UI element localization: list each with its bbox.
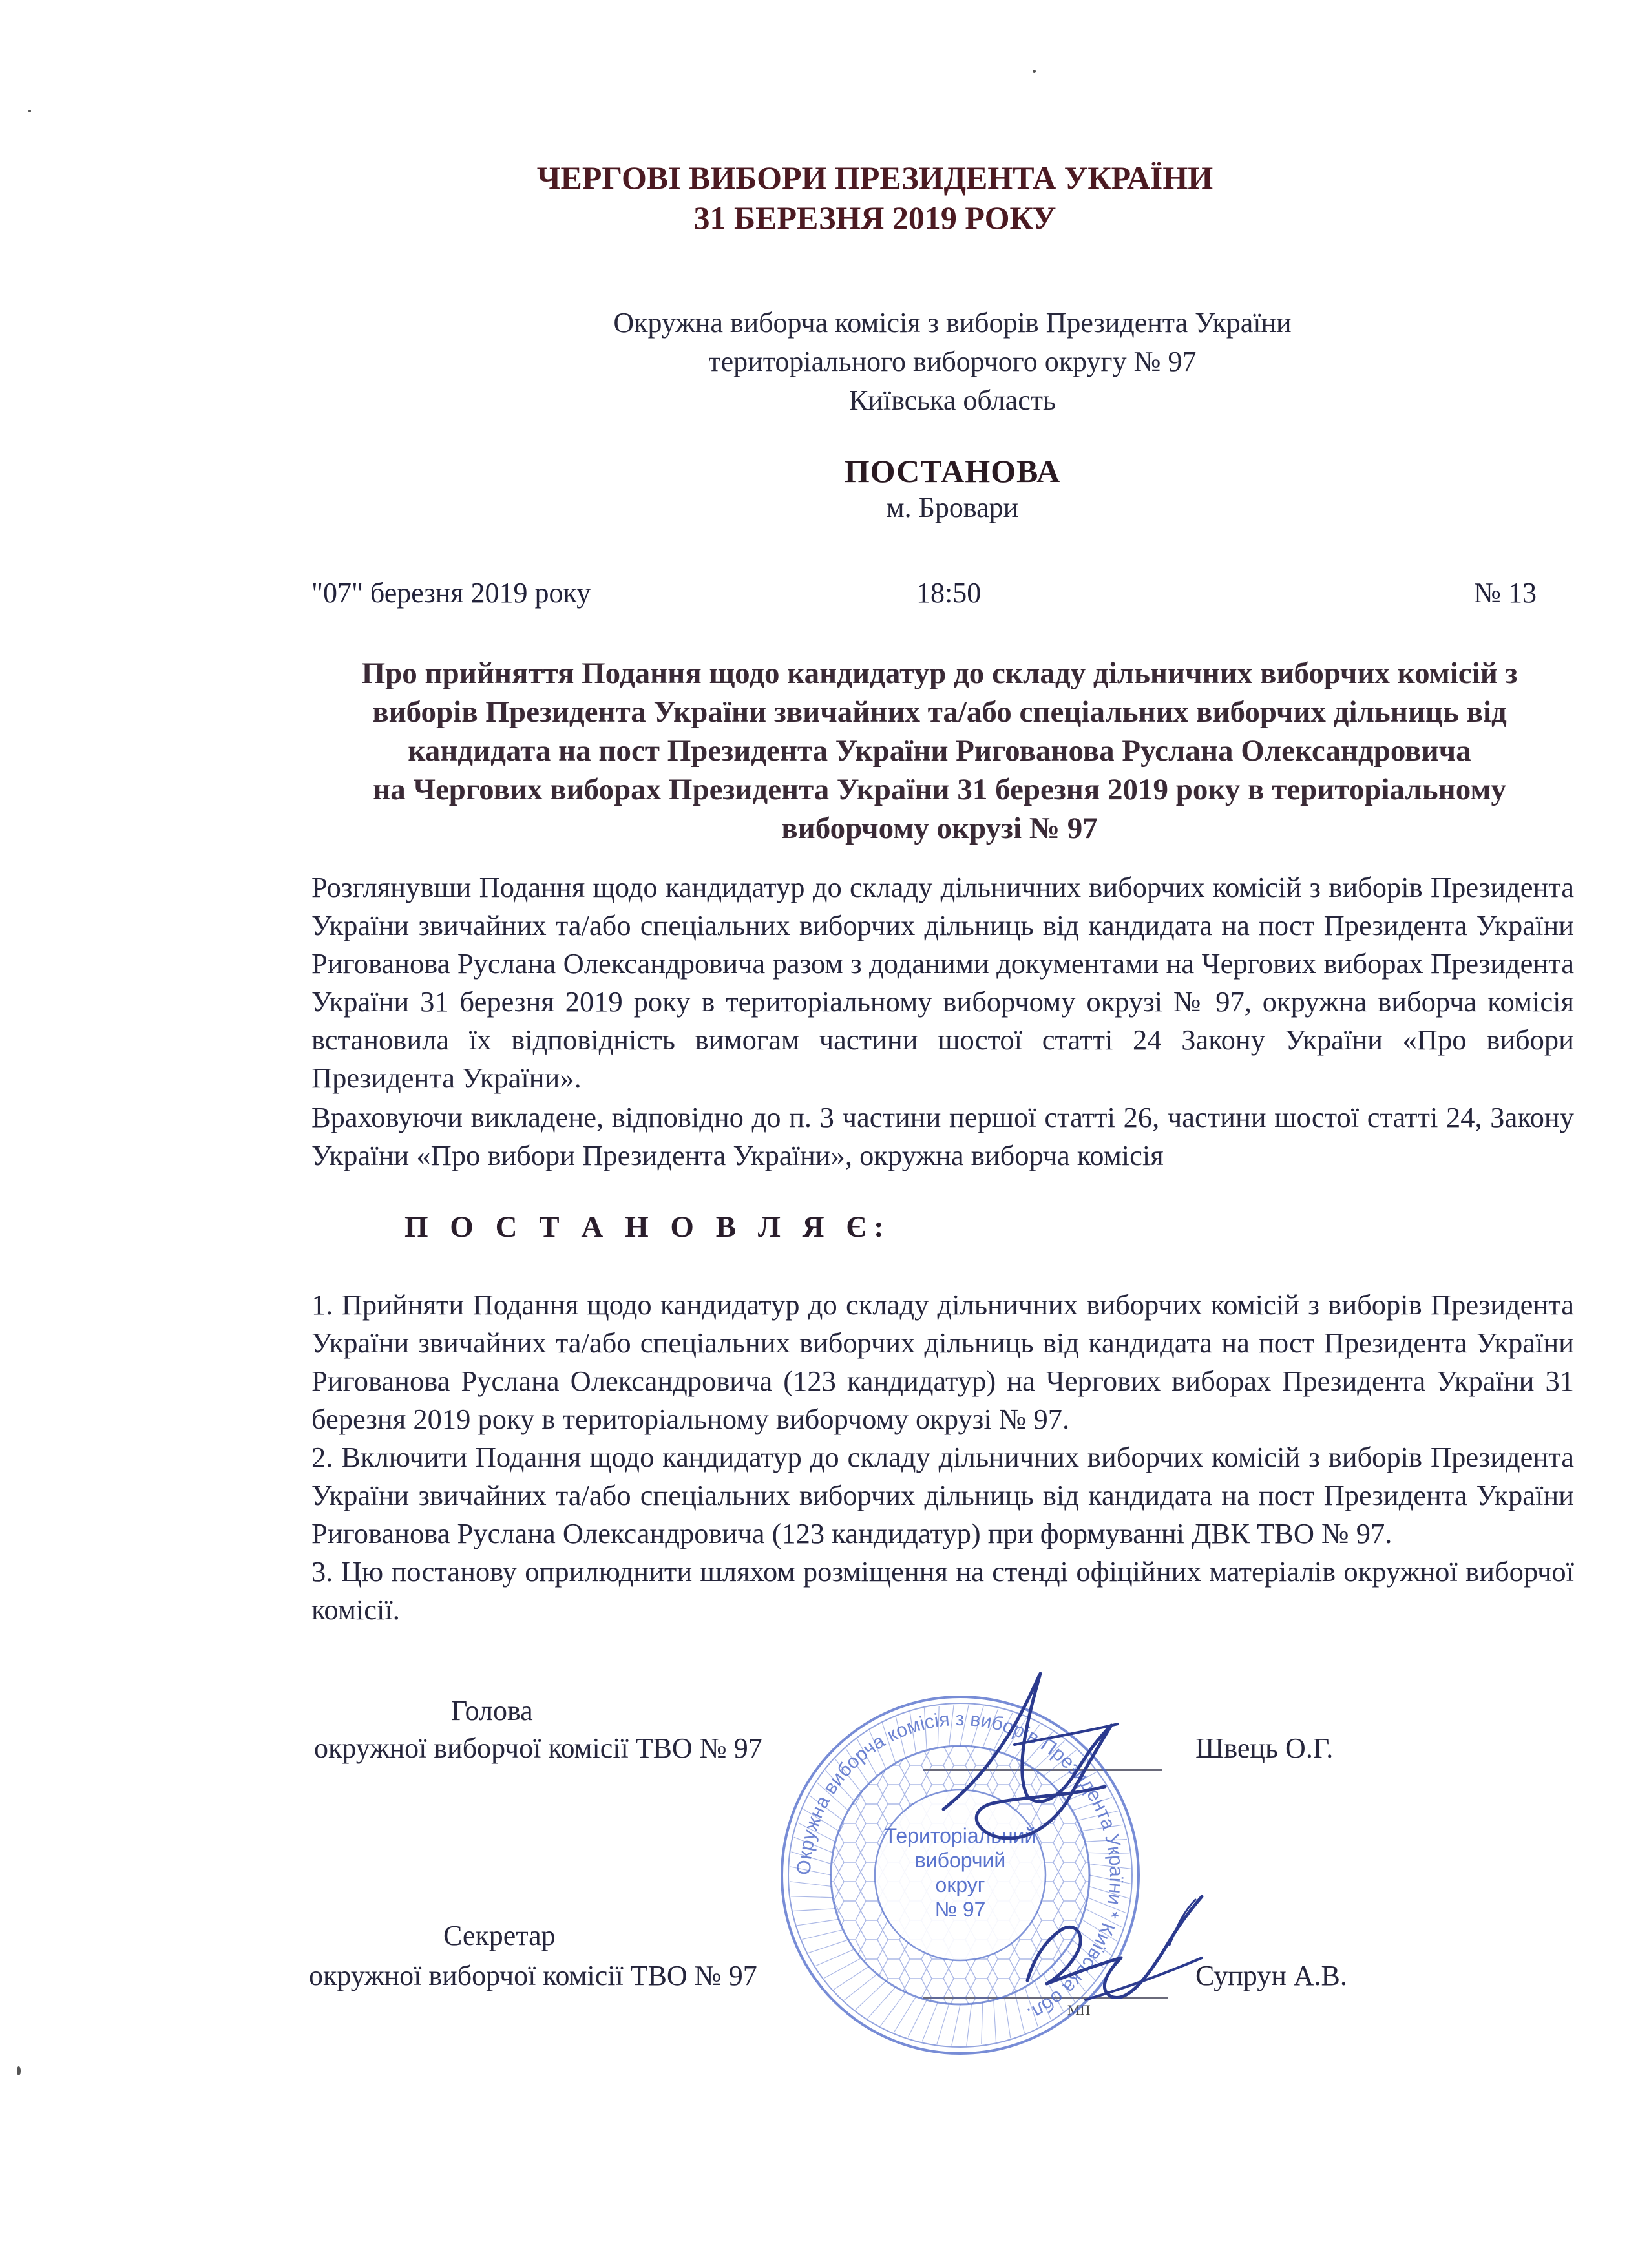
seal-ray [791,1896,833,1898]
subject-line-3: кандидата на пост Президента України Ригованова Руслана Олександровича [408,734,1471,768]
seal-center-line-1: Територіальний [884,1824,1036,1847]
seal-ray [967,2004,972,2046]
seal-ray [802,1930,843,1940]
chair-name: Швець О.Г. [1195,1732,1334,1764]
document-date: "07" березня 2019 року [311,577,591,609]
document-city-label: м. Бровари [886,492,1019,523]
commission-region: Київська область [848,384,1056,416]
seal-center-line-3: округ [935,1873,985,1896]
seal-ray [922,2002,938,2041]
seal-ray [894,1997,916,2032]
decree-item-3: 3. Цю постанову оприлюднити шляхом розміщення на стенді офіційних матеріалів окружної виборчої комісії. [311,1555,1574,1626]
seal-graphic [773,1688,1148,2063]
subject-line-5: виборчому окрузі № 97 [781,812,1098,845]
mp-label: МП [1067,2002,1091,2018]
scan-speck [28,110,31,112]
seal-ray [797,1919,839,1925]
seal-ray [856,1981,886,2010]
seal-ray [982,2002,983,2044]
subject-line-4: на Чергових виборах Президента України 31 березня 2019 року в територіальному [373,773,1506,806]
seal-ray [815,1949,854,1966]
secretary-name: Супрун А.В. [1195,1960,1347,1991]
commission-name: Окружна виборча комісія з виборів Президента України [613,307,1292,339]
scan-speck [1033,70,1036,73]
seal-center-line-4: № 97 [934,1898,986,1921]
seal-ray [952,2004,960,2046]
decree-heading: П О С Т А Н О В Л Я Є: [404,1210,891,1244]
seal-ray [937,2004,949,2044]
intro-paragraph: Розглянувши Подання щодо кандидатур до складу дільничних виборчих комісій з виборів Президента України звичайних та/або спеціальних виборчих дільниць від кандидата на пост Президента України Ригованова Руслана Олександровича разом з доданими документами на Чергових виборах Президента України 31 березня 2019 року в територіальному виборчому окрузі № 97, окружна виборча комісія встановила їх відповідність вимогам частини шостої статті 24 Закону України «Про вибори Президента України». [311,871,1574,1094]
official-seal [773,1688,1148,2063]
seal-ray [1015,1992,1025,2033]
decree-items [311,1286,1574,1629]
secretary-body: окружної виборчої комісії ТВО № 97 [309,1960,757,1991]
basis-paragraph: Враховуючи викладене, відповідно до п. 3 частини першої статті 26, частини шостої статті 24, Закону України «Про вибори Президента України», окружна виборча комісія [311,1101,1574,1171]
seal-ray [793,1909,835,1911]
document-type [0,452,1649,490]
election-title-line-2: 31 БЕРЕЗНЯ 2019 РОКУ [693,200,1056,236]
seal-ray [844,1974,877,2000]
document-type-label: ПОСТАНОВА [844,453,1061,489]
decree-item-2: 2. Включити Подання щодо кандидатур до складу дільничних виборчих комісій з виборів Президента України звичайних та/або спеціальних виборчих дільниць від кандидата на пост Президента України Ригованова Руслана Олександровича (123 кандидатур) при формуванні ДВК ТВО № 97. [311,1441,1574,1549]
seal-ray [881,1992,906,2026]
decree-item-1: 1. Прийняти Подання щодо кандидатур до складу дільничних виборчих комісій з виборів Президента України звичайних та/або спеціальних виборчих дільниць від кандидата на пост Президента України Ригованова Руслана Олександровича (123 кандидатур) на Чергових виборах Президента України 31 березня 2019 року в територіальному виборчому окрузі № 97. [311,1288,1574,1435]
seal-ray [808,1940,848,1953]
scan-speck [17,2066,21,2075]
chair-body: окружної виборчої комісії ТВО № 97 [314,1732,762,1764]
seal-ray [868,1987,896,2019]
commission-district: територіального виборчого округу № 97 [708,346,1197,377]
seal-ray [790,1882,832,1887]
document-subject [308,654,1571,848]
seal-ray [994,2000,996,2042]
subject-line-2: виборів Президента України звичайних та/або спеціальних виборчих дільниць від [372,695,1507,729]
document-time: 18:50 [916,577,982,609]
document-number: № 13 [1474,577,1537,609]
subject-line-1: Про прийняття Подання щодо кандидатур до складу дільничних виборчих комісій з [361,656,1518,690]
document-city [0,491,1649,524]
election-title [0,158,1649,238]
seal-ring-text: Окружна виборча комісія з виборів Президента України * Київська обл. [793,1708,1128,2025]
chair-title: Голова [451,1695,533,1727]
seal-center-line-2: виборчий [914,1849,1006,1872]
commission-block [0,304,1649,420]
secretary-title: Секретар [443,1920,556,1951]
election-title-line-1: ЧЕРГОВІ ВИБОРИ ПРЕЗИДЕНТА УКРАЇНИ [536,160,1213,196]
seal-ray [1004,1997,1010,2038]
